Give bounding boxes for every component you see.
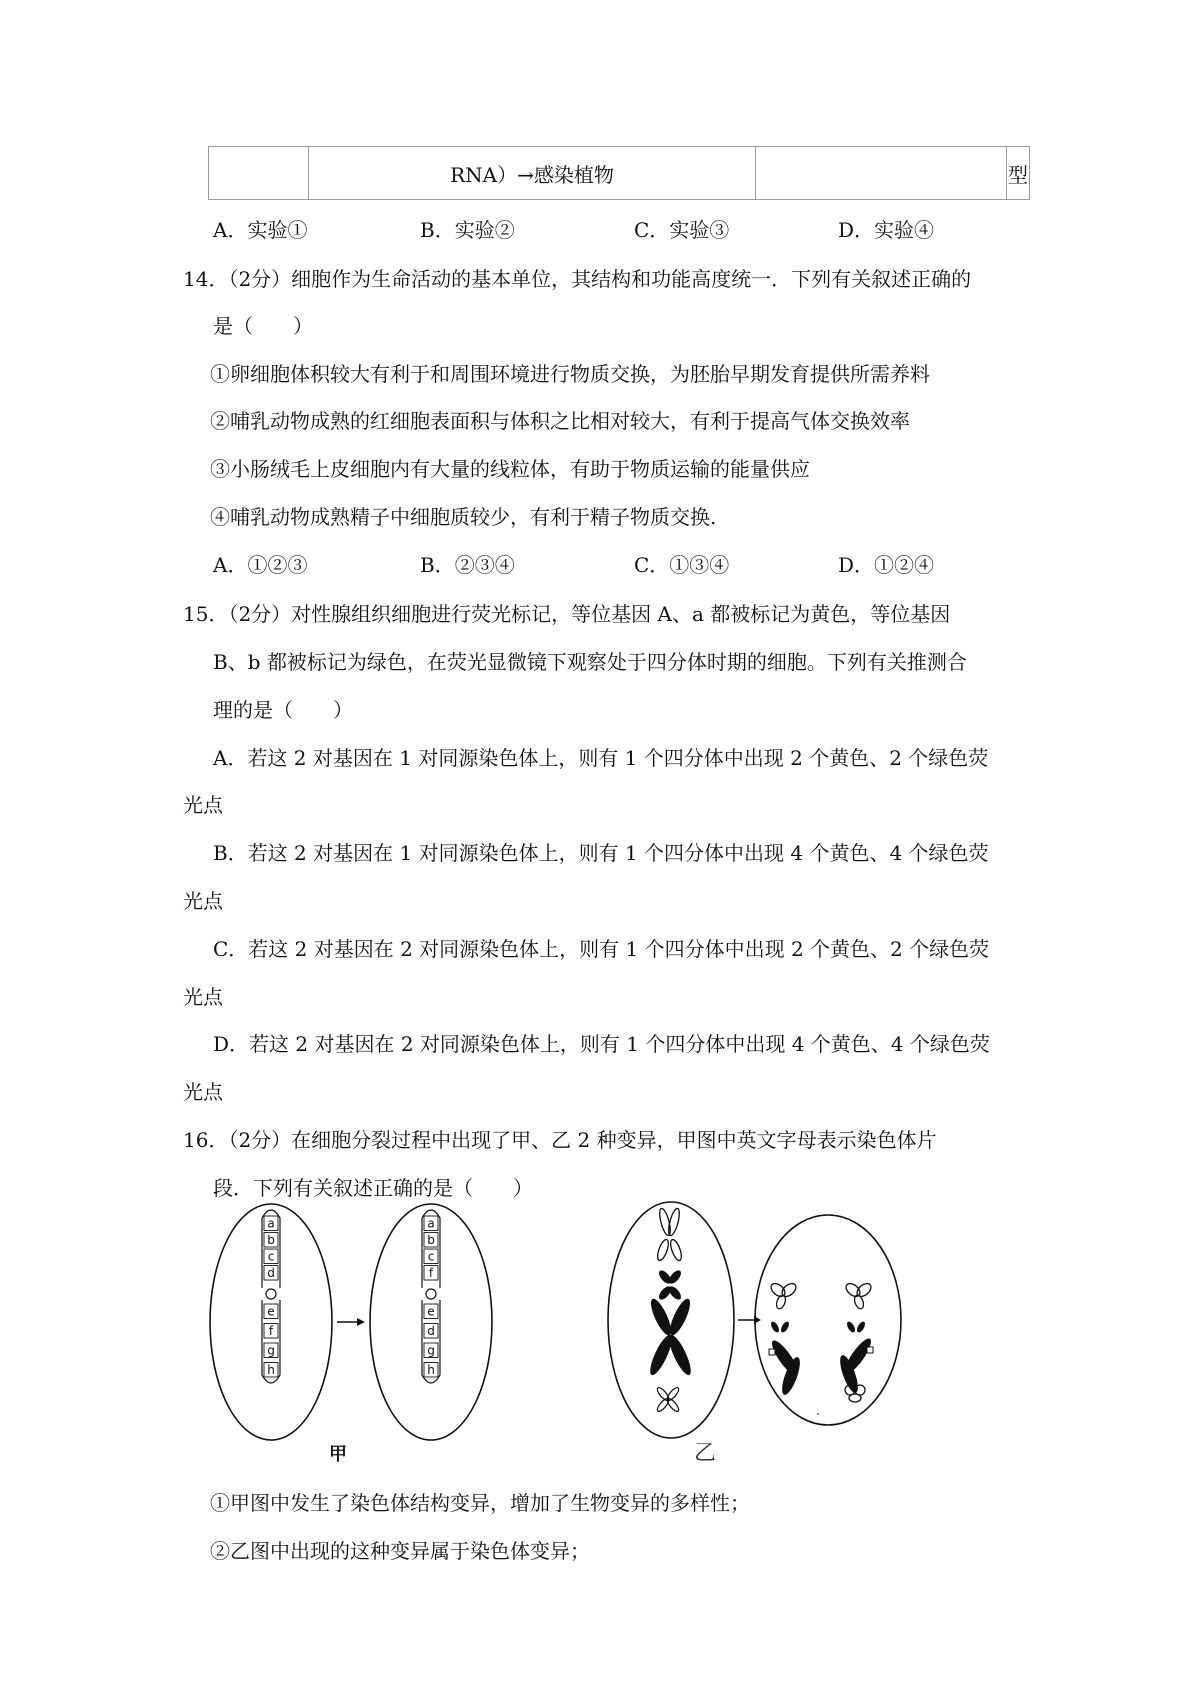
q14-option-b: B．②③④ <box>420 553 515 577</box>
q16-statement-2: ②乙图中出现的这种变异属于染色体变异； <box>210 1539 590 1563</box>
segment-label: e <box>267 1304 275 1319</box>
yi-left-chromosomes <box>646 1207 694 1413</box>
figure-jia-label: 甲 <box>329 1444 347 1465</box>
figure-yi-label: 乙 <box>694 1441 717 1466</box>
segment-label: a <box>267 1216 275 1231</box>
q16-statement-1: ①甲图中发生了染色体结构变异，增加了生物变异的多样性； <box>210 1491 750 1515</box>
q15-option-c-wrap: 光点 <box>183 985 223 1009</box>
q15-option-a-wrap: 光点 <box>183 793 223 817</box>
chromosome-left <box>262 1210 280 1383</box>
segment-label: b <box>267 1233 275 1247</box>
q14-statement-1: ①卵细胞体积较大有利于和周围环境进行物质交换，为胚胎早期发育提供所需养料 <box>210 362 930 386</box>
segment-label: c <box>427 1249 435 1264</box>
q14-stem-line1: 14．（2分）细胞作为生命活动的基本单位，其结构和功能高度统一．下列有关叙述正确的 <box>183 267 972 291</box>
segment-label: e <box>427 1304 435 1319</box>
q13-option-a: A．实验① <box>213 218 308 242</box>
q15-option-d: D．若这 2 对基因在 2 对同源染色体上，则有 1 个四分体中出现 4 个黄色、4 个绿色荧 <box>213 1032 990 1056</box>
q13-table-cell-tail: 型 <box>1007 147 1030 200</box>
chromosome-right <box>422 1210 440 1383</box>
segment-label: a <box>427 1216 435 1231</box>
yi-right-chromosomes <box>768 1281 875 1402</box>
segment-label: h <box>427 1363 435 1377</box>
cell-outline-left <box>608 1202 734 1438</box>
q15-option-d-wrap: 光点 <box>183 1080 223 1104</box>
q13-option-b: B．实验② <box>420 218 515 242</box>
centromere <box>266 1289 276 1299</box>
centromere <box>426 1289 436 1299</box>
segment-label: h <box>267 1363 275 1377</box>
arrow-head-icon <box>357 1318 365 1326</box>
segment-label: c <box>267 1249 275 1264</box>
q13-table <box>208 146 1030 200</box>
q14-option-c: C．①③④ <box>634 553 730 577</box>
arrow-head-icon <box>754 1316 761 1324</box>
q14-option-a: A．①②③ <box>213 553 308 577</box>
figure-jia <box>205 1200 505 1450</box>
segment-label: f <box>428 1266 434 1280</box>
q14-statement-4: ④哺乳动物成熟精子中细胞质较少，有利于精子物质交换. <box>210 505 717 529</box>
segment-label: f <box>268 1324 274 1338</box>
q16-stem-line2: 段．下列有关叙述正确的是（ ） <box>213 1176 533 1200</box>
segment-label: b <box>427 1233 435 1247</box>
q14-option-d: D．①②④ <box>838 553 935 577</box>
q16-stem-line1: 16．（2分）在细胞分裂过程中出现了甲、乙 2 种变异，甲图中英文字母表示染色体片 <box>183 1128 937 1152</box>
q15-option-b-wrap: 光点 <box>183 889 223 913</box>
q15-option-c: C．若这 2 对基因在 2 对同源染色体上，则有 1 个四分体中出现 2 个黄色、2 个绿色荧 <box>213 937 990 961</box>
segment-label: g <box>427 1343 435 1358</box>
segment-label: d <box>427 1324 435 1338</box>
q15-stem-line1: 15．（2分）对性腺组织细胞进行荧光标记，等位基因 A、a 都被标记为黄色，等位基因 <box>183 602 951 626</box>
q14-statement-2: ②哺乳动物成熟的红细胞表面积与体积之比相对较大，有利于提高气体交换效率 <box>210 409 910 433</box>
q13-option-d: D．实验④ <box>838 218 935 242</box>
cell-outline-right <box>755 1215 901 1425</box>
q15-stem-line3: 理的是（ ） <box>213 698 353 722</box>
segment-label: d <box>267 1266 275 1280</box>
q15-option-a: A．若这 2 对基因在 1 对同源染色体上，则有 1 个四分体中出现 2 个黄色、2 个绿色荧 <box>213 746 989 770</box>
figure-yi <box>605 1200 915 1450</box>
q13-table-cell-text: RNA）→感染植物 <box>309 147 755 200</box>
q14-statement-3: ③小肠绒毛上皮细胞内有大量的线粒体，有助于物质运输的能量供应 <box>210 457 810 481</box>
segment-label: g <box>267 1343 275 1358</box>
q14-stem-line2: 是（ ） <box>213 314 313 338</box>
q15-option-b: B．若这 2 对基因在 1 对同源染色体上，则有 1 个四分体中出现 4 个黄色、4 个绿色荧 <box>213 841 989 865</box>
q13-option-c: C．实验③ <box>634 218 730 242</box>
q15-stem-line2: B、b 都被标记为绿色，在荧光显微镜下观察处于四分体时期的细胞。下列有关推测合 <box>213 650 967 674</box>
